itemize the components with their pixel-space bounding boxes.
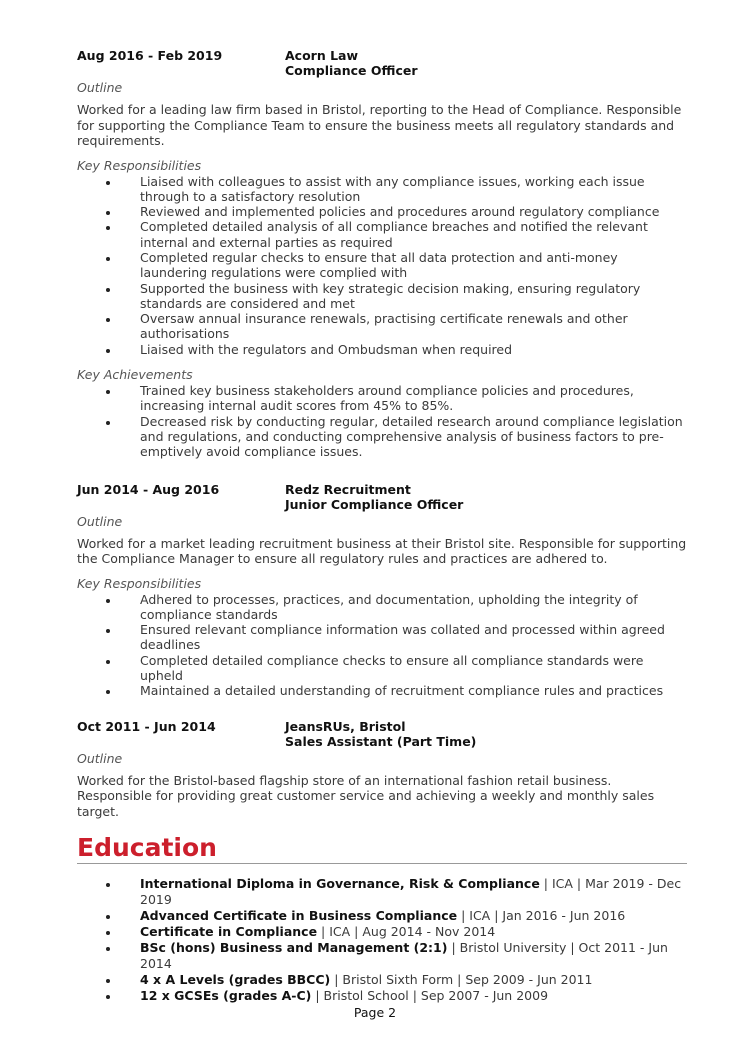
education-item bbox=[140, 876, 687, 908]
responsibilities-label: Key Responsibilities bbox=[77, 575, 202, 591]
qualification: 12 x GCSEs (grades A-C) bbox=[140, 988, 312, 1004]
education-item bbox=[140, 908, 687, 924]
job-role: Junior Compliance Officer bbox=[285, 496, 464, 512]
list-item: Adhered to processes, practices, and documentation, upholding the integrity of compliance standards bbox=[140, 592, 687, 623]
page-number: Page 2 bbox=[353, 1005, 397, 1020]
qualification: Advanced Certificate in Business Compliance bbox=[140, 908, 458, 924]
job-outline: Worked for the Bristol-based flagship store of an international fashion retail business. Responsible for providing great customer service and achieving a weekly and monthly sales target. bbox=[77, 772, 655, 819]
qualification-details: | ICA | Aug 2014 - Nov 2014 bbox=[317, 924, 496, 940]
list-item: Liaised with colleagues to assist with any compliance issues, working each issue through to a satisfactory resolution bbox=[140, 174, 687, 205]
qualification: Certificate in Compliance bbox=[140, 924, 318, 940]
job-dates: Aug 2016 - Feb 2019 bbox=[77, 48, 223, 63]
achievements-label: Key Achievements bbox=[77, 367, 193, 383]
education-item bbox=[140, 924, 687, 940]
job-company: Redz Recruitment bbox=[285, 481, 411, 497]
job-outline: Worked for a market leading recruitment business at their Bristol site. Responsible for supporting the Compliance Manager to ensure all regulatory rules and practices are adhered to. bbox=[77, 535, 687, 567]
list-item: Completed detailed compliance checks to ensure all compliance standards were upheld bbox=[140, 653, 687, 684]
list-item: Reviewed and implemented policies and procedures around regulatory compliance bbox=[140, 204, 687, 219]
job-header bbox=[77, 719, 687, 749]
qualification-details: | ICA | Jan 2016 - Jun 2016 bbox=[457, 908, 626, 924]
outline-label: Outline bbox=[77, 80, 123, 95]
outline-label: Outline bbox=[77, 513, 123, 529]
responsibilities-label: Key Responsibilities bbox=[77, 157, 202, 173]
list-item: Maintained a detailed understanding of recruitment compliance rules and practices bbox=[140, 683, 687, 698]
job-role: Compliance Officer bbox=[285, 63, 418, 78]
job-company: JeansRUs, Bristol bbox=[285, 718, 406, 734]
education-item bbox=[140, 972, 687, 988]
qualification: BSc (hons) Business and Management (2:1) bbox=[140, 940, 448, 956]
education-item bbox=[140, 940, 687, 972]
cv-page bbox=[77, 48, 687, 1004]
list-item: Ensured relevant compliance information was collated and processed within agreed deadlines bbox=[140, 622, 687, 653]
job-dates: Oct 2011 - Jun 2014 bbox=[77, 718, 216, 734]
job-outline: Worked for a leading law firm based in Bristol, reporting to the Head of Compliance. Responsible for supporting the Compliance Team to ensure the business meets all regulatory standards and requirements. bbox=[77, 102, 682, 148]
education-heading: Education bbox=[77, 833, 687, 864]
job-entry bbox=[77, 48, 687, 460]
job-dates: Jun 2014 - Aug 2016 bbox=[77, 481, 220, 497]
list-item: Completed detailed analysis of all compliance breaches and notified the relevant internal and external parties as required bbox=[140, 219, 687, 250]
list-item: Trained key business stakeholders around compliance policies and procedures, increasing internal audit scores from 45% to 85%. bbox=[140, 383, 687, 414]
job-header bbox=[77, 48, 687, 78]
outline-label: Outline bbox=[77, 750, 123, 766]
education-list bbox=[77, 876, 687, 1004]
qualification-details: | Bristol Sixth Form | Sep 2009 - Jun 2011 bbox=[330, 972, 593, 988]
job-header bbox=[77, 482, 687, 512]
job-entry bbox=[77, 482, 687, 699]
job-company: Acorn Law bbox=[285, 48, 359, 63]
achievements-list bbox=[77, 383, 687, 459]
responsibilities-list bbox=[77, 592, 687, 699]
qualification: 4 x A Levels (grades BBCC) bbox=[140, 972, 331, 988]
education-item bbox=[140, 988, 687, 1004]
job-role: Sales Assistant (Part Time) bbox=[285, 733, 477, 749]
responsibilities-list bbox=[77, 174, 687, 358]
list-item: Supported the business with key strategic decision making, ensuring regulatory standards are considered and met bbox=[140, 281, 687, 312]
list-item: Decreased risk by conducting regular, detailed research around compliance legislation and regulations, and conducting comprehensive analysis of business factors to pre-emptively avoid compliance issues. bbox=[140, 414, 687, 460]
qualification-details: | Bristol University | Oct 2011 - Jun 2014 bbox=[140, 940, 668, 972]
qualification-details: | ICA | Mar 2019 - Dec 2019 bbox=[140, 876, 682, 908]
list-item: Oversaw annual insurance renewals, practising certificate renewals and other authorisations bbox=[140, 311, 687, 342]
qualification-details: | Bristol School | Sep 2007 - Jun 2009 bbox=[311, 988, 549, 1004]
qualification: International Diploma in Governance, Risk & Compliance bbox=[140, 876, 540, 892]
job-entry bbox=[77, 719, 687, 820]
list-item: Completed regular checks to ensure that all data protection and anti-money laundering regulations were complied with bbox=[140, 250, 687, 281]
list-item: Liaised with the regulators and Ombudsman when required bbox=[140, 342, 687, 357]
